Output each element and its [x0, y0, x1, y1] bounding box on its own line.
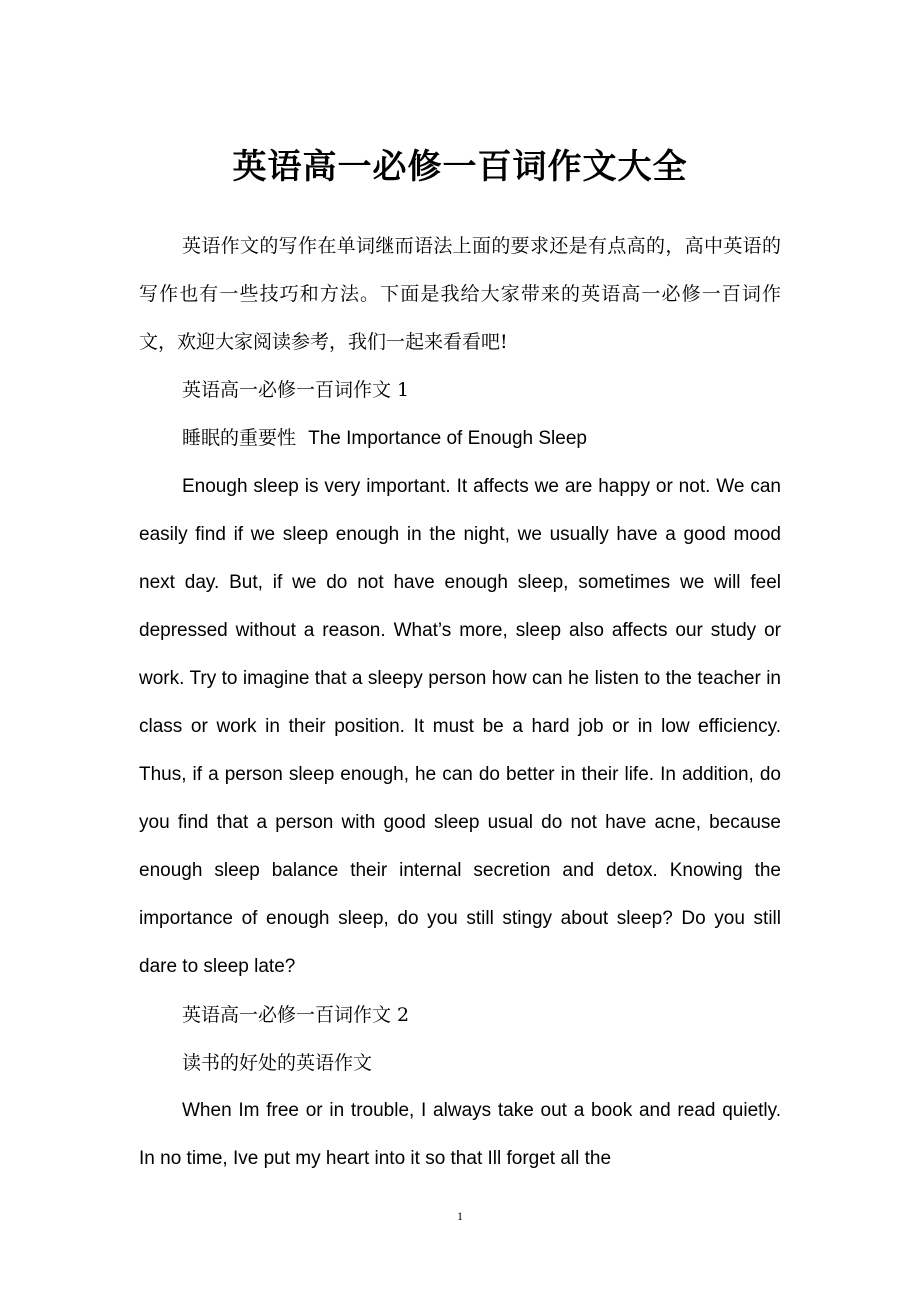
page-number: 1	[457, 1209, 463, 1223]
essay-2-heading: 英语高一必修一百词作文 2	[182, 1004, 410, 1026]
essay-1-body: Enough sleep is very important. It affects we are happy or not. We can easily find if we sleep enough in the night, we usually have a good mood next day. But, if we do not have enough sleep, sometimes we will feel depressed without a reason. What’s more, sleep also affects our study or work. Try to imagine that a sleepy person how can he listen to the teacher in class or work in their position. It must be a hard job or in low efficiency. Thus, if a person sleep enough, he can do better in their life. In addition, do you find that a person with good sleep usual do not have acne, because enough sleep balance their internal secretion and detox. Knowing the importance of enough sleep, do you still stingy about sleep? Do you still dare to sleep late?	[139, 476, 781, 977]
essay-1-subtitle-en: The Importance of Enough Sleep	[308, 428, 587, 449]
essay-1-subtitle-cn: 睡眠的重要性	[182, 427, 297, 449]
essay-2-subtitle: 读书的好处的英语作文	[182, 1052, 373, 1074]
document-body	[139, 222, 781, 1183]
essay-1-heading: 英语高一必修一百词作文 1	[182, 379, 410, 401]
intro-paragraph: 英语作文的写作在单词继而语法上面的要求还是有点高的，高中英语的写作也有一些技巧和方法。下面是我给大家带来的英语高一必修一百词作文，欢迎大家阅读参考，我们一起来看看吧!	[139, 235, 781, 353]
essay-1-subtitle	[139, 414, 781, 463]
essay-2-body: When Im free or in trouble, I always take out a book and read quietly. In no time, Ive put my heart into it so that Ill forget all the	[139, 1100, 781, 1169]
document-title: 英语高一必修一百词作文大全	[232, 147, 688, 187]
